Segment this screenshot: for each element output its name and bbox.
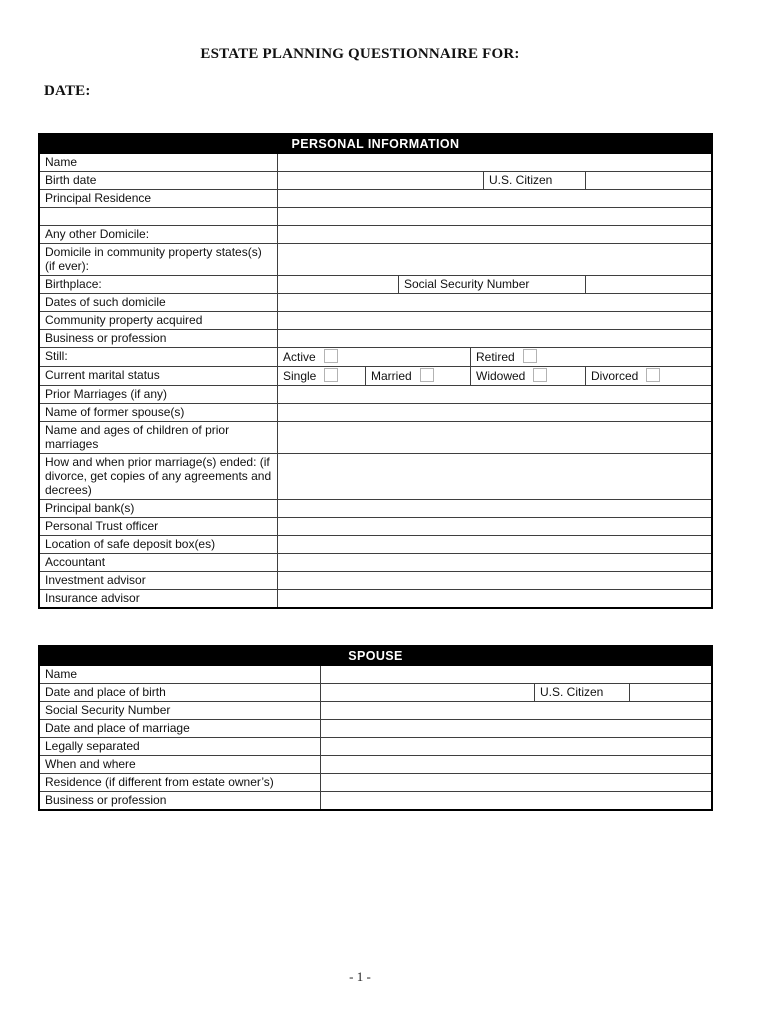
table-row bbox=[40, 293, 711, 311]
table-row bbox=[40, 719, 711, 737]
table-row bbox=[40, 171, 711, 189]
u-s-citizen-label: U.S. Citizen bbox=[483, 172, 585, 189]
married-option bbox=[365, 367, 470, 385]
table-row bbox=[40, 683, 711, 701]
divorced-checkbox[interactable] bbox=[646, 368, 660, 382]
when-and-where-label: When and where bbox=[45, 757, 136, 771]
table-row bbox=[40, 154, 711, 171]
table-row bbox=[40, 225, 711, 243]
personal-trust-officer-label: Personal Trust officer bbox=[45, 519, 159, 533]
how-and-when-prior-marriage-s-ended-if-divorce-get-copies-of-any-agreements-and-decrees-field[interactable] bbox=[277, 454, 711, 499]
page-number: - 1 - bbox=[349, 969, 371, 984]
principal-residence-label: Principal Residence bbox=[45, 191, 152, 205]
investment-advisor-label: Investment advisor bbox=[45, 573, 146, 587]
table-row bbox=[40, 347, 711, 366]
table-row bbox=[40, 421, 711, 453]
name-of-former-spouse-s-label: Name of former spouse(s) bbox=[45, 405, 185, 419]
table-row bbox=[40, 311, 711, 329]
social-security-number-field[interactable] bbox=[585, 276, 711, 293]
insurance-advisor-field[interactable] bbox=[277, 590, 711, 607]
page-title: ESTATE PLANNING QUESTIONNAIRE FOR: bbox=[200, 46, 520, 62]
residence-if-different-from-estate-owner-s-field[interactable] bbox=[320, 774, 711, 791]
current-marital-status-label: Current marital status bbox=[45, 368, 160, 382]
still-label: Still: bbox=[45, 349, 68, 363]
married-checkbox[interactable] bbox=[420, 368, 434, 382]
date-and-place-of-birth-label: Date and place of birth bbox=[45, 685, 166, 699]
active-label: Active bbox=[283, 350, 316, 364]
table-row bbox=[40, 207, 711, 225]
u-s-citizen-field[interactable] bbox=[629, 684, 711, 701]
birth-date-label: Birth date bbox=[45, 173, 97, 187]
table-row bbox=[40, 553, 711, 571]
table-row bbox=[40, 517, 711, 535]
table-row bbox=[40, 755, 711, 773]
date-and-place-of-marriage-label: Date and place of marriage bbox=[45, 721, 190, 735]
retired-checkbox[interactable] bbox=[523, 349, 537, 363]
u-s-citizen-label: U.S. Citizen bbox=[534, 684, 629, 701]
any-other-domicile-label: Any other Domicile: bbox=[45, 227, 150, 241]
legally-separated-label: Legally separated bbox=[45, 739, 140, 753]
widowed-option bbox=[470, 367, 585, 385]
birthplace-label: Birthplace: bbox=[45, 277, 102, 291]
single-label: Single bbox=[283, 369, 317, 383]
name-and-ages-of-children-of-prior-marriages-field[interactable] bbox=[277, 422, 711, 453]
any-other-domicile-field[interactable] bbox=[277, 226, 711, 243]
insurance-advisor-label: Insurance advisor bbox=[45, 591, 140, 605]
table-row bbox=[40, 329, 711, 347]
date-label: DATE: bbox=[44, 83, 91, 99]
table-row bbox=[40, 189, 711, 207]
blank-label bbox=[40, 208, 277, 225]
prior-marriages-if-any-field[interactable] bbox=[277, 386, 711, 403]
location-of-safe-deposit-box-es-field[interactable] bbox=[277, 536, 711, 553]
spouse-table bbox=[38, 645, 713, 811]
table-row bbox=[40, 385, 711, 403]
active-checkbox[interactable] bbox=[324, 349, 338, 363]
name-label: Name bbox=[45, 155, 78, 169]
principal-residence-field[interactable] bbox=[277, 190, 711, 207]
accountant-label: Accountant bbox=[45, 555, 106, 569]
widowed-label: Widowed bbox=[476, 369, 526, 383]
dates-of-such-domicile-field[interactable] bbox=[277, 294, 711, 311]
business-or-profession-label: Business or profession bbox=[45, 331, 167, 345]
table-row bbox=[40, 737, 711, 755]
personal-information-table bbox=[38, 133, 713, 609]
legally-separated-field[interactable] bbox=[320, 738, 711, 755]
divorced-label: Divorced bbox=[591, 369, 639, 383]
social-security-number-field[interactable] bbox=[320, 702, 711, 719]
prior-marriages-if-any-label: Prior Marriages (if any) bbox=[45, 387, 168, 401]
blank-field[interactable] bbox=[277, 208, 711, 225]
name-of-former-spouse-s-field[interactable] bbox=[277, 404, 711, 421]
table-row bbox=[40, 366, 711, 385]
how-and-when-prior-marriage-s-ended-if-divorce-get-copies-of-any-agreements-and-decrees-label: How and when prior marriage(s) ended: (if divorce, get copies of any agreements and decrees) bbox=[45, 455, 272, 497]
principal-bank-s-label: Principal bank(s) bbox=[45, 501, 135, 515]
retired-label: Retired bbox=[476, 350, 515, 364]
table-row bbox=[40, 791, 711, 809]
social-security-number-label: Social Security Number bbox=[398, 276, 585, 293]
personal-information-header: PERSONAL INFORMATION bbox=[40, 135, 711, 154]
table-row bbox=[40, 499, 711, 517]
community-property-acquired-field[interactable] bbox=[277, 312, 711, 329]
domicile-in-community-property-states-s-if-ever-field[interactable] bbox=[277, 244, 711, 275]
table-row bbox=[40, 275, 711, 293]
accountant-field[interactable] bbox=[277, 554, 711, 571]
business-or-profession-label: Business or profession bbox=[45, 793, 167, 807]
business-or-profession-field[interactable] bbox=[320, 792, 711, 809]
table-row bbox=[40, 403, 711, 421]
active-option bbox=[277, 348, 470, 366]
divorced-option bbox=[585, 367, 711, 385]
table-row bbox=[40, 701, 711, 719]
married-label: Married bbox=[371, 369, 412, 383]
table-row bbox=[40, 453, 711, 499]
domicile-in-community-property-states-s-if-ever-label: Domicile in community property states(s) (if ever): bbox=[45, 245, 262, 273]
table-row bbox=[40, 589, 711, 607]
social-security-number-label: Social Security Number bbox=[45, 703, 171, 717]
dates-of-such-domicile-label: Dates of such domicile bbox=[45, 295, 166, 309]
spouse-header: SPOUSE bbox=[40, 647, 711, 666]
u-s-citizen-field[interactable] bbox=[585, 172, 711, 189]
name-label: Name bbox=[45, 667, 78, 681]
residence-if-different-from-estate-owner-s-label: Residence (if different from estate owner’s) bbox=[45, 775, 274, 789]
location-of-safe-deposit-box-es-label: Location of safe deposit box(es) bbox=[45, 537, 216, 551]
table-row bbox=[40, 243, 711, 275]
investment-advisor-field[interactable] bbox=[277, 572, 711, 589]
community-property-acquired-label: Community property acquired bbox=[45, 313, 203, 327]
name-and-ages-of-children-of-prior-marriages-label: Name and ages of children of prior marriages bbox=[45, 423, 230, 451]
name-field[interactable] bbox=[277, 154, 711, 171]
date-and-place-of-birth-field[interactable] bbox=[320, 684, 534, 701]
date-and-place-of-marriage-field[interactable] bbox=[320, 720, 711, 737]
table-row bbox=[40, 535, 711, 553]
retired-option bbox=[470, 348, 711, 366]
table-row bbox=[40, 571, 711, 589]
name-field[interactable] bbox=[320, 666, 711, 683]
birth-date-field[interactable] bbox=[277, 172, 483, 189]
when-and-where-field[interactable] bbox=[320, 756, 711, 773]
business-or-profession-field[interactable] bbox=[277, 330, 711, 347]
widowed-checkbox[interactable] bbox=[533, 368, 547, 382]
single-checkbox[interactable] bbox=[324, 368, 338, 382]
birthplace-field[interactable] bbox=[277, 276, 398, 293]
principal-bank-s-field[interactable] bbox=[277, 500, 711, 517]
table-row bbox=[40, 773, 711, 791]
single-option bbox=[277, 367, 365, 385]
table-row bbox=[40, 666, 711, 683]
personal-trust-officer-field[interactable] bbox=[277, 518, 711, 535]
